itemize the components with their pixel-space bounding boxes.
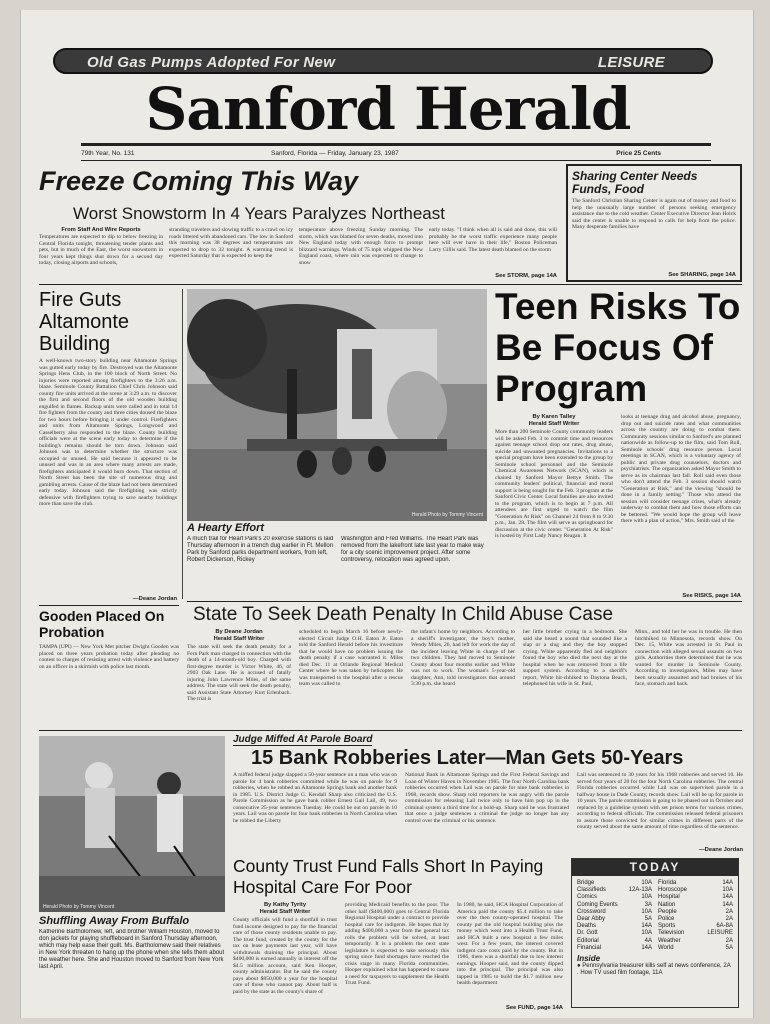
photo1-caption-left: A much trail for Heart Park's 20 exercise stations is laid Thursday afternoon in a trench dug earlier in Ft. Mellon Park by Sanford parks department workers, from left, Robert Dickerson, Rickey [187, 536, 334, 563]
today-index-section: World [658, 944, 674, 951]
photo2-caption: Katherine Bartholomew, left, and brother William Houston, moved to don jackets for playing shuffleboard in Sanford Thursday afternoon, which may help ease their guilt. Ms. Bartholomew said their relatives in New York threaten to hang up the phone when she tells them about the weather here. She and Houston moved to Sanford from New York last April. [39, 929, 225, 970]
teen-col-1: More than 200 Seminole County community leaders will be asked Feb. 3 to commit time and resources against teenage school drop out rates, drug abuse, suicide and unwanted pregnancies. Invitations to a special program have been extended to the group by Seminole school personnel and the Seminole Chemical Awareness Network (SCAN), which is chaired by Sanford Mayor Bettye Smith. The community leaders' political, financial and moral support is being sought for the Feb. 3 program at the Sanford Civic Center. Local families are also invited to the program, which is to begin at 7 p.m. All attendees are first urged to watch the film "Generation At Risk" on Channel 24 from 8 to 9:30 p.m., Jan. 28. The film will serve as springboard for discussion at the civic center. "Generation At Risk" is hosted by First Lady Nancy Reagan. It [495, 429, 613, 539]
today-index [572, 876, 738, 954]
trust-jump: See FUND, page 14A [505, 1005, 563, 1011]
today-index-section: Police [658, 916, 675, 923]
photo1-caption-right: Washington and Fred Williams. The Heart Park was removed from the lakefront late last year to make way for a city scenic improvement project. After some controversy, relocation was agreed upon. [341, 536, 484, 563]
freeze-col-3: temperature above freezing Sunday morning. The storm, which was blamed for seven deaths, moved into New England today with enough force to prompt blizzard warnings. Winds of 75 mph whipped the New England coast, where rain was expected to change to snow [299, 227, 423, 266]
teen-jump: See RISKS, page 14A [682, 593, 741, 599]
today-index-section: Hospital [658, 894, 680, 901]
today-index-page: 10A [641, 930, 652, 937]
today-index-page: 10A [641, 908, 652, 915]
death-byline-name: By Deane Jordan [215, 629, 263, 635]
teen-body [495, 414, 741, 600]
photo2-title: Shuffling Away From Buffalo [39, 915, 190, 927]
today-index-row [658, 945, 733, 952]
dateline-year: 79th Year, No. 131 [81, 150, 135, 157]
today-index-page: LEISURE [707, 930, 733, 937]
today-index-page: 14A [722, 901, 733, 908]
trust-col-1: County officials will fund a shortfall in trust fund income designed to pay for the financial care of those county residents unable to pay. The trust fund, created by the county for the tax on lease payments last year, will have withdrawals draining the principal. About $400,000 is earned annually in interest off the $4.5 million account, said Ken Hooper, county administrator. But he said the county pays about $850,000 a year for the hospital care of those who cannot pay. About half is paid by the state as the county's share of [233, 917, 337, 995]
freeze-subhead: Worst Snowstorm In 4 Years Paralyzes Northeast [73, 204, 445, 223]
today-index-row [658, 923, 733, 930]
top-banner [53, 48, 713, 74]
today-index-page: 14A [641, 944, 652, 951]
today-index-row [658, 916, 733, 923]
death-col-4: her little brother crying in a bedroom. She said she heard a sound that sounded like a slap or a slug and they the boy stopped crying. White apparently fled and neighbors found the boy who died the next day at the hospital when he was removed from a life support system. According to a sheriff's report, White hit-chhiked to Daytona Beach, telephoned his wife in St. Paul, [523, 629, 627, 687]
photo1-title: A Hearty Effort [187, 522, 265, 534]
masthead-rule [81, 143, 711, 146]
trust-body [233, 902, 563, 1014]
column-rule-1 [182, 289, 183, 599]
today-index-left [577, 880, 652, 952]
today-index-section: Dear Abby [577, 916, 606, 923]
fire-headline: Fire Guts Altamonte Building [39, 289, 130, 355]
today-index-page: 2A [725, 916, 733, 923]
death-body [187, 629, 742, 727]
robberies-kicker: Judge Miffed At Parole Board [233, 734, 373, 745]
today-index-row [577, 880, 652, 887]
today-index-page: 2A [725, 937, 733, 944]
today-index-box [571, 858, 739, 1008]
today-index-section: Sports [658, 923, 676, 930]
today-index-page: 10A [641, 880, 652, 886]
today-index-section: Bridge [577, 880, 595, 886]
today-index-row [658, 938, 733, 945]
masthead: Sanford Herald [145, 75, 631, 143]
today-index-row [577, 887, 652, 894]
today-heading: TODAY [572, 859, 738, 876]
today-index-page: 10A [722, 887, 733, 894]
today-index-page: 2A [725, 908, 733, 915]
sharing-headline: Sharing Center Needs Funds, Food [572, 169, 698, 196]
today-inside-label: Inside [577, 954, 601, 964]
teen-byline-name: By Karen Talley [532, 414, 576, 420]
dateline-price: Price 25 Cents [616, 150, 661, 157]
banner-text-left: Old Gas Pumps Adopted For New [87, 54, 336, 71]
gooden-headline: Gooden Placed On Probation [39, 608, 165, 640]
today-index-row [658, 887, 733, 894]
teen-byline-title: Herald Staff Writer [528, 421, 580, 427]
photo-image [187, 289, 487, 521]
today-index-page: 5A [644, 916, 652, 923]
today-index-section: Crossword [577, 908, 606, 915]
today-index-section: People [658, 908, 677, 915]
fire-credit: —Deane Jordan [132, 596, 177, 602]
photo1-credit: Herald Photo by Tommy Vincent [411, 512, 483, 518]
today-index-row [577, 916, 652, 923]
gooden-rule [39, 605, 179, 606]
death-headline: State To Seek Death Penalty In Child Abuse Case [193, 604, 614, 625]
today-index-page: 3A [644, 901, 652, 908]
robberies-col-1: A miffed federal judge slapped a 50-year sentence on a man who was on parole for 4 bank robberies committed while he was on parole for 9 robberies, when he robbed an Altamonte Springs bank and another bank in 1985. U.S. District Judge G. Kendall Sharp also criticized the U.S. Parole Commission as he gave bank robber Ernest Gail Lail, 49, two consecutive 25-year sentences Tuesday. He could be out on parole in 10 years. Lail was on parole for four bank robberies in North Carolina when he robbed the Liberty [233, 772, 397, 824]
freeze-headline: Freeze Coming This Way [39, 166, 359, 196]
death-col-3: the infant's home by neighbors. According to a sheriff's investigator, the boy's mother, Wendy Miles, 26, had left for work the day of the incident leaving White in charge of her two children. They had moved to Seminole County about four months earlier and White was not to work. The woman's 5-year-old daughter, Ann, told investigators that around 3:30 p.m. she heard [411, 629, 515, 687]
freeze-body [39, 227, 559, 281]
today-index-section: Florida [658, 880, 677, 886]
robberies-body [233, 772, 743, 854]
today-index-row [577, 909, 652, 916]
today-index-page: 14A [722, 894, 733, 901]
section-rule-2 [187, 601, 742, 602]
trust-headline: County Trust Fund Falls Short In Paying Hospital Care For Poor [233, 856, 544, 897]
dateline-place: Sanford, Florida — Friday, January 23, 1987 [271, 150, 399, 157]
teen-headline: Teen Risks To Be Focus Of Program [495, 286, 741, 409]
today-index-page: 5A [725, 944, 733, 951]
today-index-row [577, 923, 652, 930]
fire-body: A well-known two-story building near Altamonte Springs was gutted early today by fire. Destroyed was the Altamonte Springs Hens Club, in the 100 block of North Street. No injuries were reported among firefighters to the 3:26 a.m. blaze. Seminole County Battalion Chief Chris Johnson said county fire units arrived at the scene at 3:29 a.m. to discover the first and second floors of the old wooden building engulfed in flames. Backup units were called and in total 14 fire fighters from the county and three cities doused the blaze for two hours before bringing it under control. Firefighters and units from Altamonte Springs, Longwood and Casselberry also responded to the blaze. County building officials were at the scene early today to determine if the building's remains should be torn down. Johnson said Johnson was to determine whether the structure was occupied or unused. He said because it appeared to be unused and was in an area where many arrests are made, firefighters anticipated it would burn down. That section of North Street has been the site of numerous drug and gambling arrests. Cause of the blaze had not been determined early today. Johnson said the firefighting was strictly defensive with firefighters trying to save nearby buildings more than save the club. [39, 358, 177, 507]
today-index-row [658, 909, 733, 916]
today-index-row [658, 880, 733, 887]
freeze-col-4: early today. "I think when all is said and done, this will probably be the worst traffic experience many people here will ever have in their life," Boston Policeman Larry Gillis said. The latest death blamed on the storm [429, 227, 557, 253]
today-index-row [577, 945, 652, 952]
today-index-section: Deaths [577, 923, 597, 930]
death-col-5: Minn., and told her he was in trouble. He then hitchhiked to Minnesota, records show. On Dec. 15, White was arrested in St. Paul in connection with alleged sexual assaults on two girls. Authorities there determined that he was wanted for murder in Seminole County. According to investigators, Miles may have been sexually assaulted and had bruises of his face, stomach and back. [635, 629, 742, 687]
today-index-page: 6A-8A [716, 923, 733, 930]
today-index-page: 4A [644, 937, 652, 944]
today-index-row [577, 902, 652, 909]
dateline-rule [81, 160, 711, 161]
photo-shuffleboard [39, 736, 225, 912]
death-col-2: scheduled to begin March 16 before newly-elected Circuit Judge O.H. Eaton Jr. Eaton told the Sanford Herald before his investiture that he would have no problem issuing the death penalty if a case warranted it. Miles died Dec. 11 at Orlando Regional Medical Center where he was taken by helicopter. He was transported to the hospital after a rescue team was called to [299, 629, 403, 687]
sharing-box [566, 164, 742, 282]
robberies-col-2: National Bank in Altamonte Springs and the First Federal Savings and Loan of Winter Haven in November 1985. The four North Carolina bank robberies occurred when Lail was on parole for nine bank robberies in 1968, records show. Sharp told reporters he was angry with the parole commission for releasing Lail twice only to have him pop up in the criminal system a third time for a hold-up. Sharp said he was frustrated that once a judge sentences a criminal the judge no longer has any control over the criminal or his sentence. [405, 772, 569, 824]
newspaper-page [20, 10, 754, 1018]
trust-byline-name: By Kathy Tyrity [263, 902, 307, 908]
trust-col-3: In 1980, he said, HCA Hospital Corporation of America paid the county $5.4 million to take over the then county-operated hospital. The county put the old hospital building plus the money which went into a Health Trust Fund, and HCA built a new hospital a few miles west. For a few years, the interest covered indigent care costs paid by the county. But in 1986, there was a shortfall due to low interest earnings. Hooper said, and the county dipped into the principal. The principal was also tapped in 1985 to build the $1.7 million new health department [457, 902, 563, 986]
today-index-page: 14A [722, 880, 733, 886]
trust-byline-title: Herald Staff Writer [259, 909, 311, 915]
banner-text-right: LEISURE [597, 54, 665, 71]
today-index-section: Nation [658, 901, 676, 908]
today-index-section: Horoscope [658, 887, 688, 894]
today-index-row [658, 902, 733, 909]
today-index-section: Weather [658, 937, 681, 944]
today-inside-text: ● Pennsylvania treasurer kills self at news conference, 2A . How TV used film footage, 11A [577, 963, 731, 977]
today-index-row [577, 930, 652, 937]
freeze-col-2: stranding travelers and slowing traffic to a crawl on icy roads littered with abandoned cars. The low in Sanford this morning was 38 degrees and temperatures are expected to drop to 32 tonight. A warming trend is expected Saturday that is expected to keep the [169, 227, 293, 259]
today-index-page: 14A [641, 923, 652, 930]
today-index-page: 12A-13A [628, 887, 652, 894]
today-index-section: Financial [577, 944, 602, 951]
freeze-byline: From Staff And Wire Reports [61, 227, 141, 233]
teen-col-2: looks at teenage drug and alcohol abuse, pregnancy, drop out and suicide rates and what communities across the country are doing to combat them. Community sessions similar to Sanford's are planned nationwide as follow-up to the film, said Tom Roll, Seminole schools' drug resource person. Local meetings in SCAN, which is a voluntary agency of public and private drug counselors, doctors and psychiatrists. The organization asked Mayor Smith to serve as its chairman last fall. Roll said even those who don't attend the Feb. 3 session should watch "Generation at Risk," and the viewing "should be done in a family setting." Those who attend the session will consider teenage crises, what's already underway to combat them and how those efforts can be bettered. "We would hope the group will leave there with a plan of action," Mrs. Smith said of the [621, 414, 741, 524]
robberies-col-3: Lail was sentenced to 30 years for his 1968 robberies and served 10. He served four years of 20 for the four North Carolina robberies. The central Florida robberies occurred while Lail was on supervised parole in a halfway house in Dade County, records show. Lail will be up for parole in 10 years. The parole commission is going to be phased out in October and replaced by a guideline system with set prison terms for various crimes, according to federal officials. The commission released federal prisoners to assure those convicted for similar crimes in different parts of the county served about the same amount of time regardless of the sentence. [577, 772, 743, 830]
photo-image [39, 736, 225, 912]
photo2-credit: Herald Photo by Tommy Vincent [43, 904, 115, 910]
sharing-jump: See SHARING, page 14A [668, 272, 736, 278]
today-index-row [577, 938, 652, 945]
freeze-jump: See STORM, page 14A [495, 273, 557, 279]
today-index-page: 10A [641, 894, 652, 901]
death-col-1: The state will seek the death penalty for a Fern Park man charged in connection with the death of a 14-month-old boy. Charged with first-degree murder is Victor White, 46, of 2903 Oak Lane. He is accused of fatally injuring John Lawrence Miles, of the same address. The state will seek the death penalty, said Assistant State Attorney Kurt Erlenbach. The trial is [187, 644, 291, 702]
today-index-section: Television [658, 930, 685, 937]
today-index-right [658, 880, 733, 952]
today-index-row [658, 930, 733, 937]
dateline [81, 150, 711, 157]
today-index-section: Editorial [577, 937, 599, 944]
freeze-col-1: Temperatures are expected to dip to below freezing in Central Florida tonight, threatening tender plants and pets, but in much of the East, the worst snowstorm in four years kept things shut down for a second day today, closing airports and schools, [39, 234, 163, 266]
today-index-row [658, 894, 733, 901]
section-rule-1 [39, 284, 742, 285]
robberies-headline: 15 Bank Robberies Later—Man Gets 50-Years [251, 747, 684, 769]
death-byline-title: Herald Staff Writer [213, 636, 265, 642]
today-index-section: Classifieds [577, 887, 607, 894]
photo-heart-park [187, 289, 487, 521]
trust-col-2: providing Medicaid benefits to the poor. The other half ($400,000) goes to Central Florida Regional Hospital under a contract to provide hospital care for indigents. He hopes that by adding $400,000 a year from the general tax rolls the problem will be solved, at least temporarily. It is a problem the next state legislature is expected to take seriously this spring since fund shortages have reached the crisis stage in many Florida communities. Hooper explained what has happened to cause a need for taxpayers to supplement the Health Trust Fund. [345, 902, 449, 986]
today-index-section: Coming Events [577, 901, 618, 908]
sharing-body: The Sanford Christian Sharing Center is again out of money and food to help the unusually large number of persons seeking emergency assistance due to the cold weather. Center Executive Director Jean Holck said the center is unable to respond to calls for help from the police. Many desperate families have [572, 198, 736, 230]
today-index-section: Comics [577, 894, 598, 901]
robberies-credit: —Deane Jordan [698, 847, 743, 853]
gooden-body: TAMPA (UPI) — New York Met pitcher Dwight Gooden was placed on three years probation today after pleading no contest to charges of resisting arrest with violence and battery on an officer in a skirmish with police last month. [39, 644, 179, 670]
today-index-row [577, 894, 652, 901]
section-rule-3 [39, 730, 742, 731]
today-index-section: Dr. Gott [577, 930, 598, 937]
